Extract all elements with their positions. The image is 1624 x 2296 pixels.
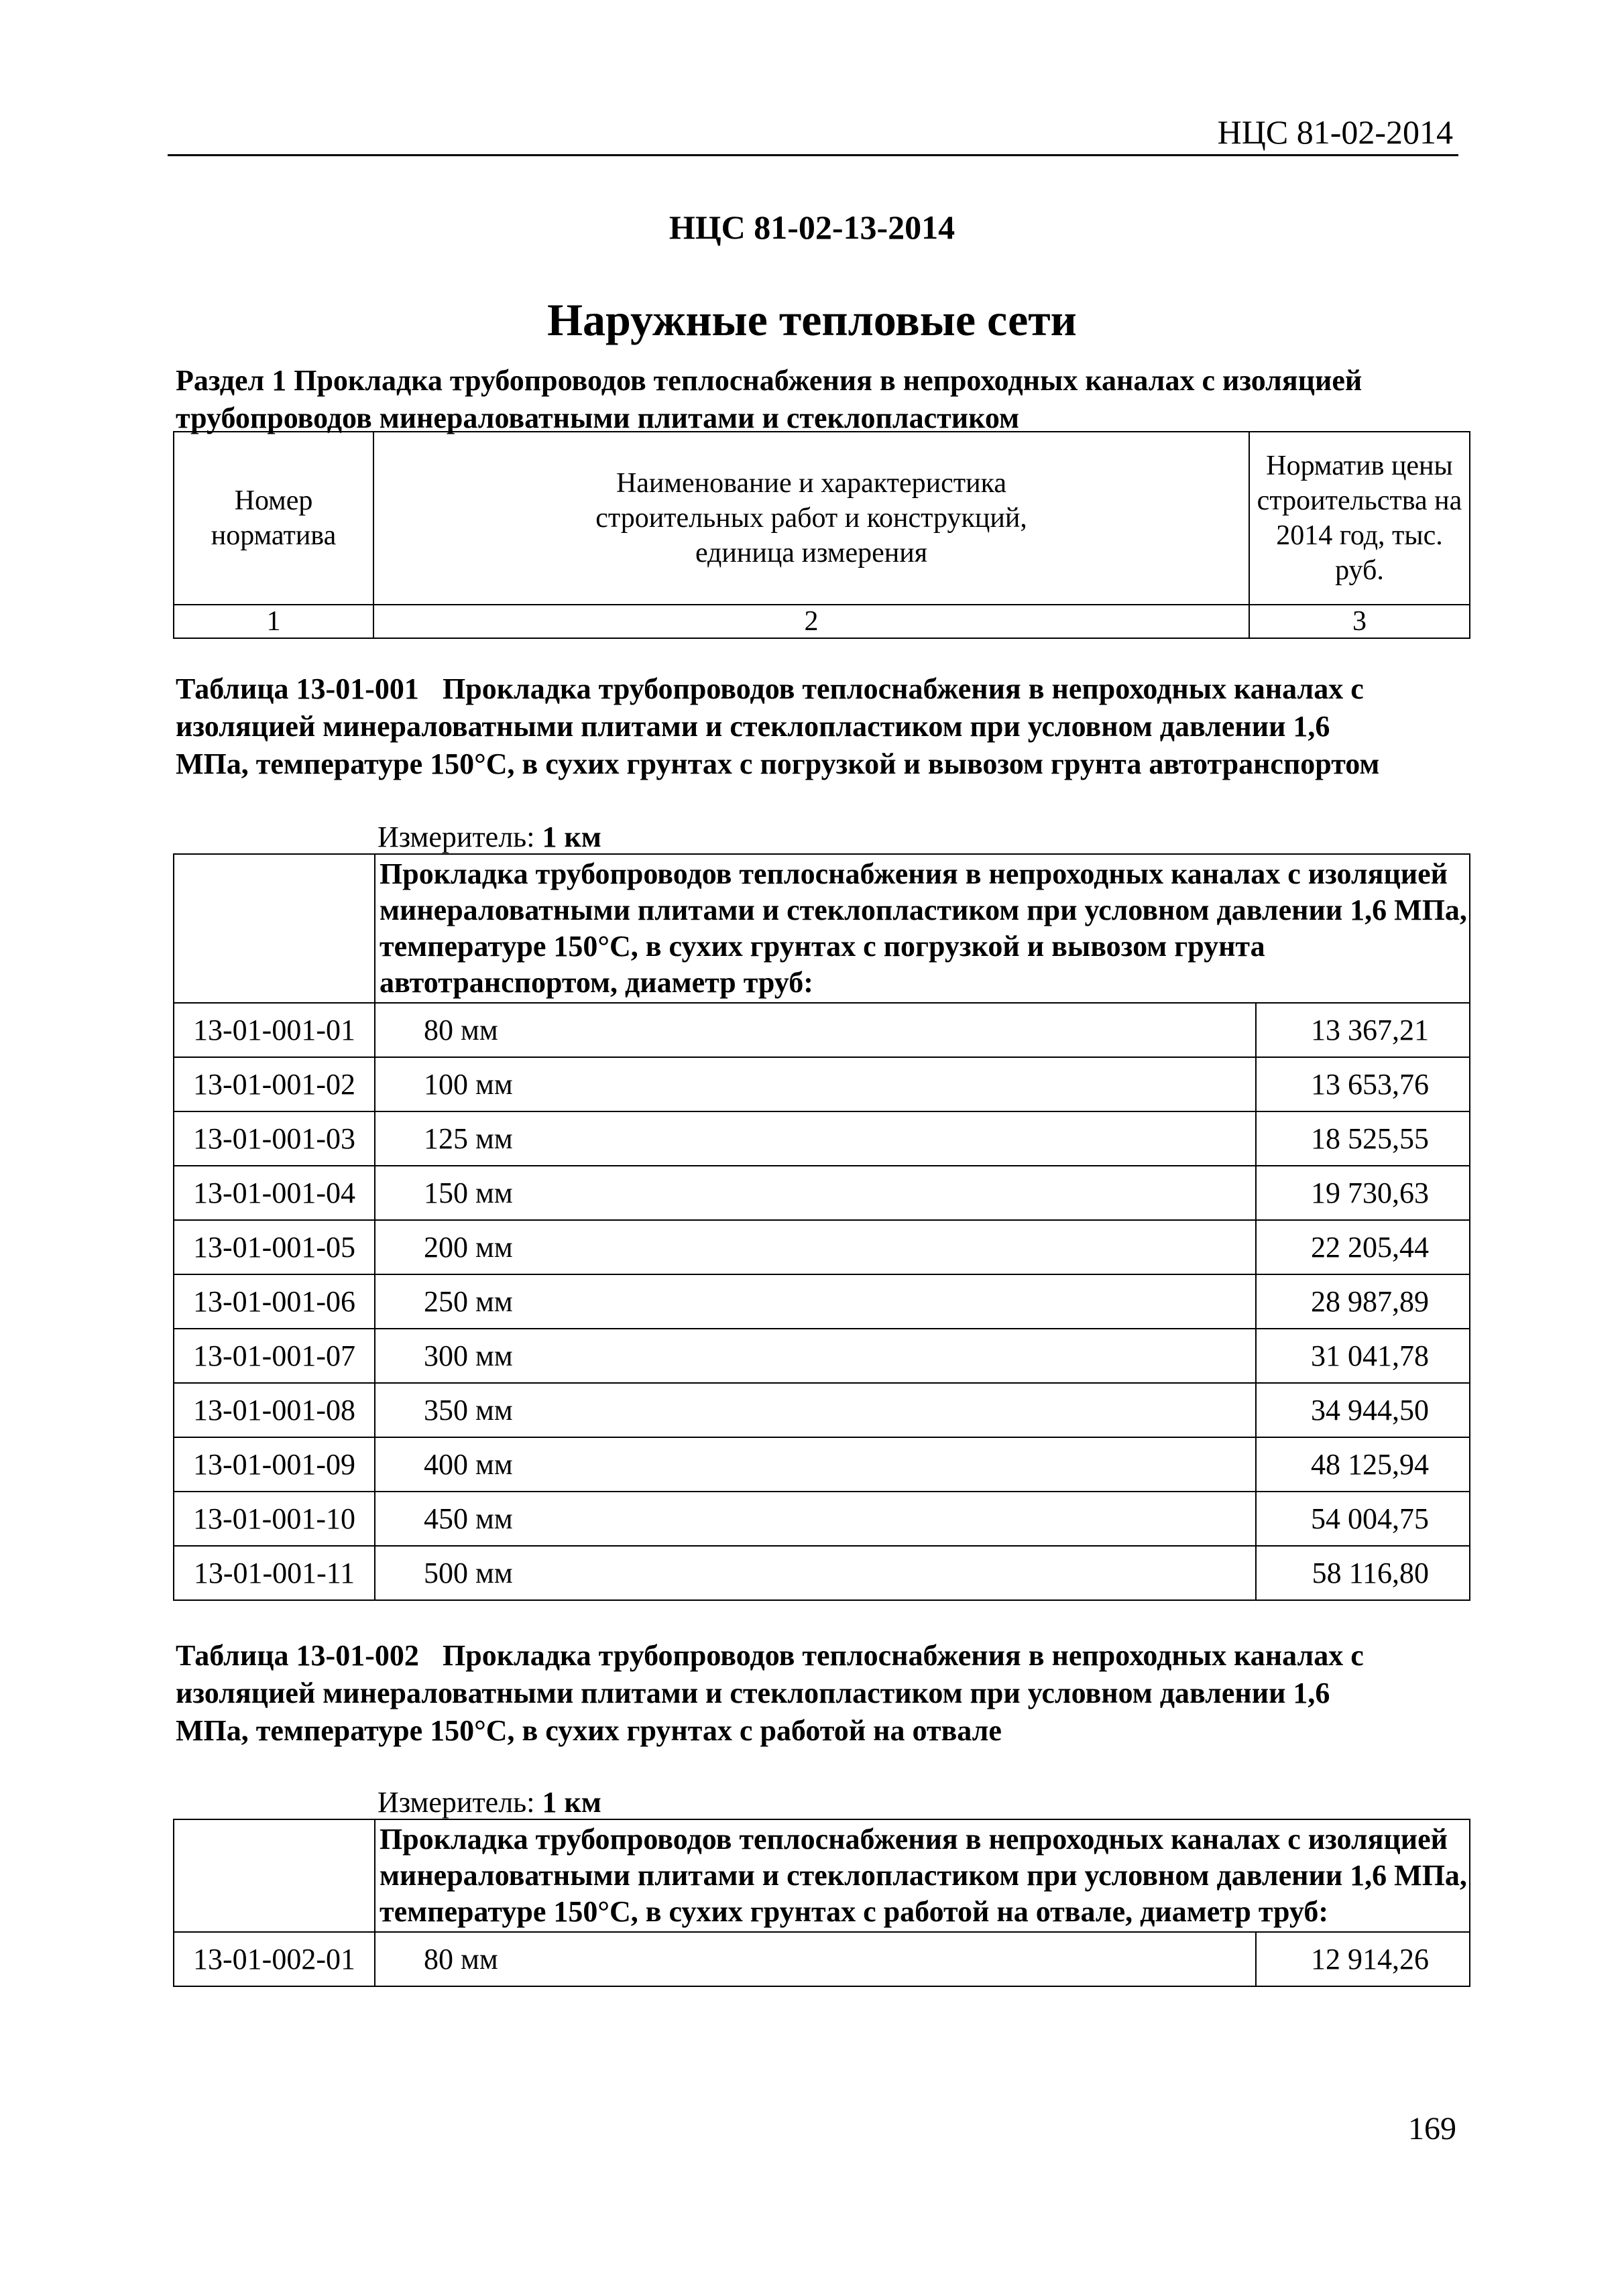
norm-code-cell: 13-01-001-01 — [174, 1003, 375, 1057]
header-doc-code: НЦС 81-02-2014 — [1217, 113, 1453, 151]
table-row — [174, 1329, 1470, 1383]
table-row — [174, 1057, 1470, 1111]
column-header-code — [174, 432, 373, 605]
description-empty-cell — [174, 1819, 375, 1932]
table-description: Прокладка трубопроводов теплоснабжения в непроходных каналах с изоляцией минераловатными плитами и стеклопластиком при условном давлении 1,6 МПа, температуре 150°С, в сухих грунтах с погрузкой и вывозом грунта автотранспортом, диаметр труб: — [375, 854, 1470, 1003]
table-row — [174, 1932, 1470, 1986]
price-table — [173, 853, 1470, 1601]
work-name-cell: 80 мм — [375, 1932, 1256, 1986]
price-cell: 19 730,63 — [1256, 1166, 1470, 1220]
norm-code-cell: 13-01-001-08 — [174, 1383, 375, 1437]
column-header-code-text: Номер норматива — [211, 485, 337, 551]
price-cell: 58 116,80 — [1256, 1546, 1470, 1600]
column-number-row — [174, 605, 1470, 638]
table-description: Прокладка трубопроводов теплоснабжения в непроходных каналах с изоляцией минераловатными плитами и стеклопластиком при условном давлении 1,6 МПа, температуре 150°С, в сухих грунтах с работой на отвале, диаметр труб: — [375, 1819, 1470, 1932]
price-cell: 22 205,44 — [1256, 1220, 1470, 1274]
norm-code-cell: 13-01-001-07 — [174, 1329, 375, 1383]
norm-code-cell: 13-01-002-01 — [174, 1932, 375, 1986]
table-caption-text: Прокладка трубопроводов теплоснабжения в непроходных каналах с изоляцией минераловатными плитами и стеклопластиком при условном давлении 1,6 МПа, температуре 150°С, в сухих грунтах с погрузкой и вывозом грунта автотранспортом — [176, 672, 1380, 780]
price-cell: 12 914,26 — [1256, 1932, 1470, 1986]
table-row — [174, 1383, 1470, 1437]
column-number-3: 3 — [1249, 605, 1470, 638]
column-number-1: 1 — [174, 605, 373, 638]
table-caption — [176, 670, 1450, 825]
work-name-cell: 350 мм — [375, 1383, 1256, 1437]
column-header-name-text: Наименование и характеристика строительных работ и конструкций, единица измерения — [595, 468, 1027, 568]
price-cell: 31 041,78 — [1256, 1329, 1470, 1383]
unit-label: Измеритель: — [378, 821, 535, 853]
table-row — [174, 1274, 1470, 1329]
work-name-cell: 80 мм — [375, 1003, 1256, 1057]
unit-label: Измеритель: — [378, 1786, 535, 1819]
norm-code-cell: 13-01-001-10 — [174, 1492, 375, 1546]
table-row — [174, 1003, 1470, 1057]
work-name-cell: 450 мм — [375, 1492, 1256, 1546]
table-row — [174, 1546, 1470, 1600]
price-table — [173, 1819, 1470, 1987]
norm-code-cell: 13-01-001-09 — [174, 1437, 375, 1492]
work-name-cell: 125 мм — [375, 1111, 1256, 1166]
table-number: Таблица 13-01-001 — [176, 672, 419, 705]
table-row — [174, 1111, 1470, 1166]
price-cell: 13 367,21 — [1256, 1003, 1470, 1057]
column-number-2: 2 — [373, 605, 1249, 638]
table-row — [174, 1220, 1470, 1274]
norm-code-cell: 13-01-001-06 — [174, 1274, 375, 1329]
norm-code-cell: 13-01-001-03 — [174, 1111, 375, 1166]
table-body — [174, 1932, 1470, 1986]
price-cell: 54 004,75 — [1256, 1492, 1470, 1546]
table-description-row — [174, 1819, 1470, 1932]
unit-measure — [378, 1785, 601, 1819]
column-header-price — [1249, 432, 1470, 605]
price-cell: 28 987,89 — [1256, 1274, 1470, 1329]
table-number: Таблица 13-01-002 — [176, 1639, 419, 1672]
table-description-row — [174, 854, 1470, 1003]
norm-code-cell: 13-01-001-02 — [174, 1057, 375, 1111]
price-cell: 34 944,50 — [1256, 1383, 1470, 1437]
page-header — [168, 113, 1458, 156]
table-body — [174, 1003, 1470, 1600]
unit-value: 1 км — [542, 1786, 601, 1819]
column-header-row — [174, 432, 1470, 605]
table-row — [174, 1492, 1470, 1546]
column-header-price-text: Норматив цены строительства на 2014 год, тыс. руб. — [1257, 450, 1462, 586]
price-cell: 13 653,76 — [1256, 1057, 1470, 1111]
norm-code-cell: 13-01-001-11 — [174, 1546, 375, 1600]
section-title: Раздел 1 Прокладка трубопроводов теплоснабжения в непроходных каналах с изоляцией трубопроводов минераловатными плитами и стеклопластиком — [176, 364, 1362, 434]
document-title: Наружные тепловые сети — [547, 294, 1077, 345]
work-name-cell: 500 мм — [375, 1546, 1256, 1600]
price-cell: 18 525,55 — [1256, 1111, 1470, 1166]
work-name-cell: 300 мм — [375, 1329, 1256, 1383]
table-caption-text: Прокладка трубопроводов теплоснабжения в непроходных каналах с изоляцией минераловатными плитами и стеклопластиком при условном давлении 1,6 МПа, температуре 150°С, в сухих грунтах с работой на отвале — [176, 1639, 1364, 1747]
table-row — [174, 1437, 1470, 1492]
work-name-cell: 150 мм — [375, 1166, 1256, 1220]
unit-measure — [378, 820, 601, 854]
work-name-cell: 200 мм — [375, 1220, 1256, 1274]
unit-value: 1 км — [542, 821, 601, 853]
price-cell: 48 125,94 — [1256, 1437, 1470, 1492]
work-name-cell: 400 мм — [375, 1437, 1256, 1492]
work-name-cell: 100 мм — [375, 1057, 1256, 1111]
column-header-table — [173, 431, 1470, 639]
document-code: НЦС 81-02-13-2014 — [669, 208, 955, 246]
table-row — [174, 1166, 1470, 1220]
work-name-cell: 250 мм — [375, 1274, 1256, 1329]
page-number: 169 — [1408, 2111, 1456, 2147]
table-caption — [176, 1637, 1450, 1791]
description-empty-cell — [174, 854, 375, 1003]
norm-code-cell: 13-01-001-05 — [174, 1220, 375, 1274]
norm-code-cell: 13-01-001-04 — [174, 1166, 375, 1220]
column-header-name — [373, 432, 1249, 605]
